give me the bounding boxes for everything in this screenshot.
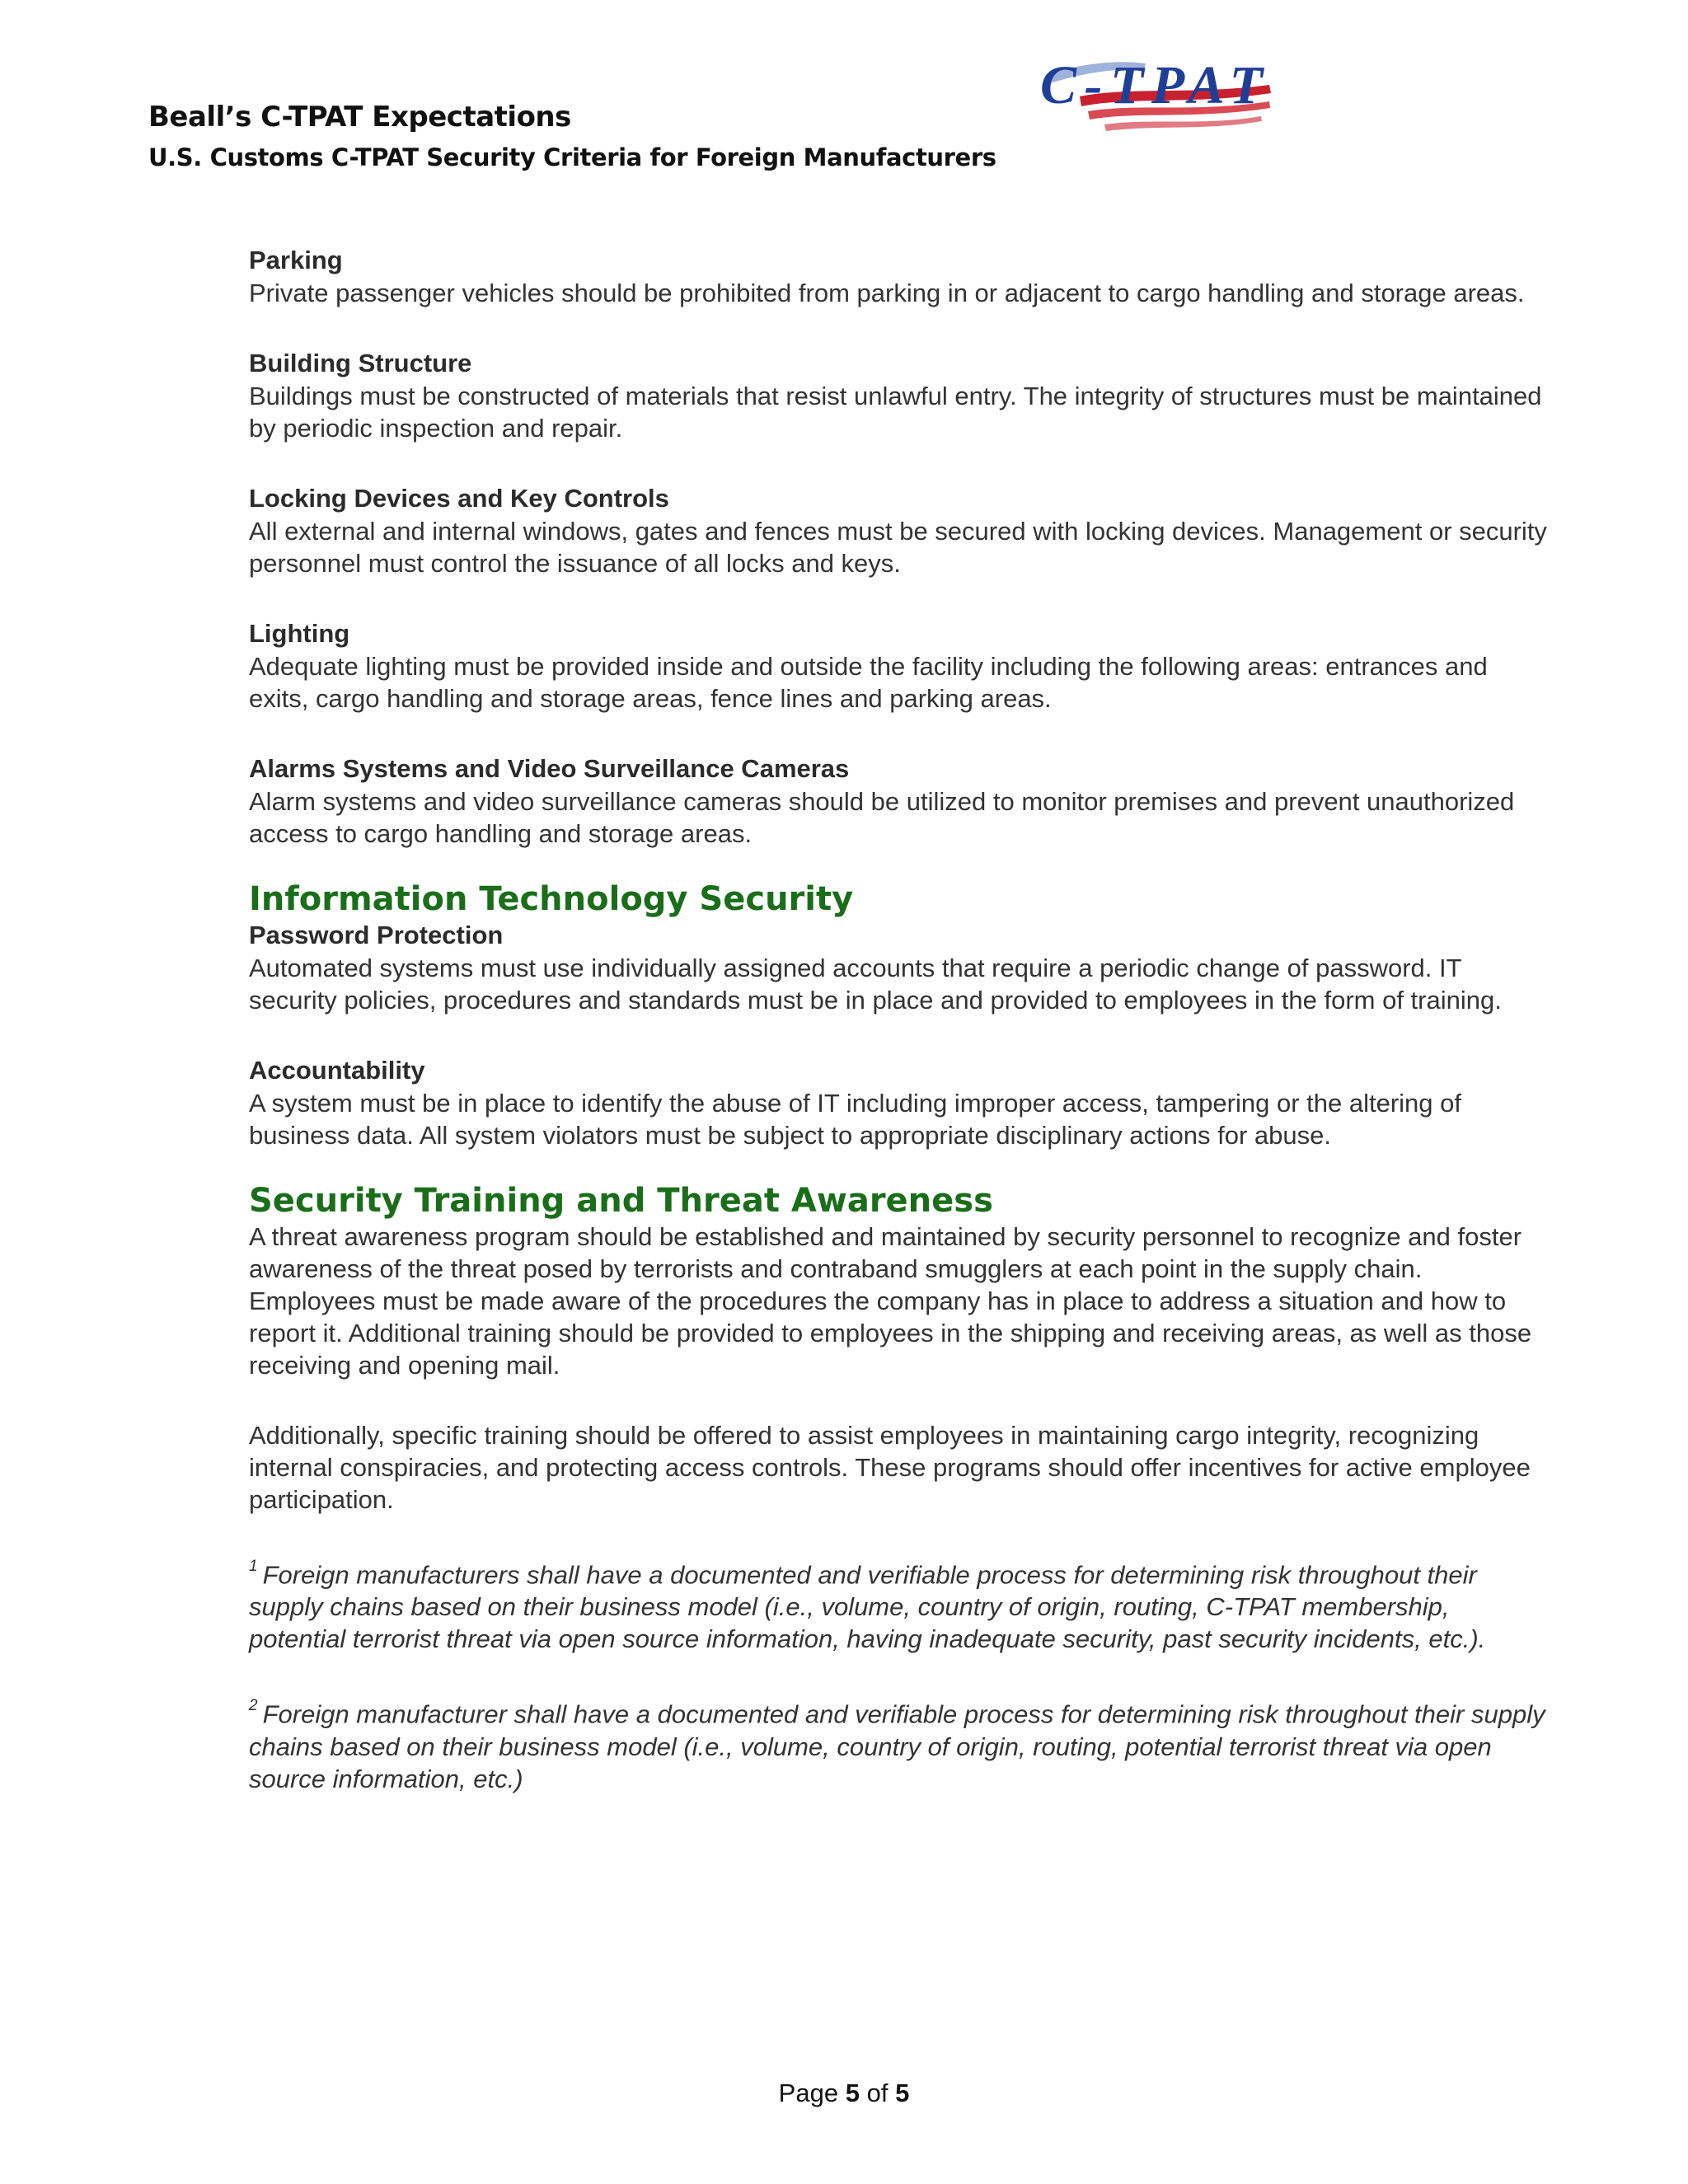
footnote-number: 1 (249, 1558, 258, 1575)
footnote-number: 2 (249, 1697, 258, 1715)
footnote-text: Foreign manufacturer shall have a documented and verifiable process for determining risk throughout their supply chains based on their business model (i.e., volume, country of origin, routing, potential terrorist threat via open source information, etc.) (249, 1699, 1545, 1793)
document-subtitle: U.S. Customs C-TPAT Security Criteria for Foreign Manufacturers (148, 143, 996, 171)
section-text: Buildings must be constructed of materials that resist unlawful entry. The integrity of structures must be maintained by periodic inspection and repair. (249, 382, 1542, 443)
current-page: 5 (845, 2079, 860, 2107)
section-title: Parking (249, 246, 343, 274)
document-body (249, 244, 1551, 1833)
section-building-structure (249, 347, 1551, 444)
section-text: Adequate lighting must be provided inside and outside the facility including the following areas: entrances and exits, cargo handling and storage areas, fence lines and parking areas. (249, 652, 1488, 713)
ctpat-logo (1030, 45, 1278, 136)
footnote-text: Foreign manufacturers shall have a documented and verifiable process for determining risk throughout their supply chains based on their business model (i.e., volume, country of origin, routing, C-TPAT membership, potential terrorist threat via open source information, having inadequate security, past security incidents, etc.). (249, 1560, 1486, 1654)
section-accountability (249, 1054, 1551, 1151)
section-title: Building Structure (249, 349, 472, 377)
document-header (148, 101, 996, 171)
section-text: A system must be in place to identify the abuse of IT including improper access, tampering or the altering of business data. All system violators must be subject to appropriate disciplinary actions for abuse. (249, 1089, 1461, 1150)
section-text: All external and internal windows, gates and fences must be secured with locking devices. Management or security personnel must control the issuance of all locks and keys. (249, 517, 1547, 578)
section-text: Private passenger vehicles should be prohibited from parking in or adjacent to cargo handling and storage areas. (249, 279, 1525, 307)
section-alarms (249, 752, 1551, 850)
total-pages: 5 (895, 2079, 910, 2107)
page-word: Page (778, 2079, 839, 2107)
section-title: Locking Devices and Key Controls (249, 484, 669, 513)
training-paragraph-2: Additionally, specific training should be offered to assist employees in maintaining cargo integrity, recognizing internal conspiracies, and protecting access controls. These programs should offer incentives for active employee participation. (249, 1421, 1531, 1514)
heading-it-security: Information Technology Security (249, 880, 854, 918)
section-title: Accountability (249, 1056, 425, 1085)
logo-text: C-TPAT (1040, 55, 1263, 115)
footnote-2 (249, 1693, 1551, 1794)
section-text: Automated systems must use individually assigned accounts that require a periodic change of password. IT security policies, procedures and standards must be in place and provided to employees in the form of training. (249, 954, 1502, 1015)
section-locking-devices (249, 482, 1551, 579)
document-title: Beall’s C-TPAT Expectations (148, 101, 571, 134)
section-title: Alarms Systems and Video Surveillance Cameras (249, 754, 850, 783)
of-word: of (866, 2079, 889, 2107)
footnote-1 (249, 1554, 1551, 1655)
training-paragraph-1: A threat awareness program should be established and maintained by security personnel to recognize and foster awareness of the threat posed by terrorists and contraband smugglers at each point in the supply chain. Employees must be made aware of the procedures the company has in place to address a situation and how to report it. Additional training should be provided to employees in the shipping and receiving areas, as well as those receiving and opening mail. (249, 1222, 1532, 1380)
section-lighting (249, 617, 1551, 715)
section-text: Alarm systems and video surveillance cameras should be utilized to monitor premises and prevent unauthorized access to cargo handling and storage areas. (249, 787, 1515, 848)
page-number (0, 2079, 1688, 2108)
heading-security-training: Security Training and Threat Awareness (249, 1182, 993, 1220)
section-parking (249, 244, 1551, 309)
section-title: Lighting (249, 619, 350, 648)
section-password-protection (249, 919, 1551, 1016)
section-training (249, 1221, 1551, 1516)
section-title: Password Protection (249, 921, 504, 949)
